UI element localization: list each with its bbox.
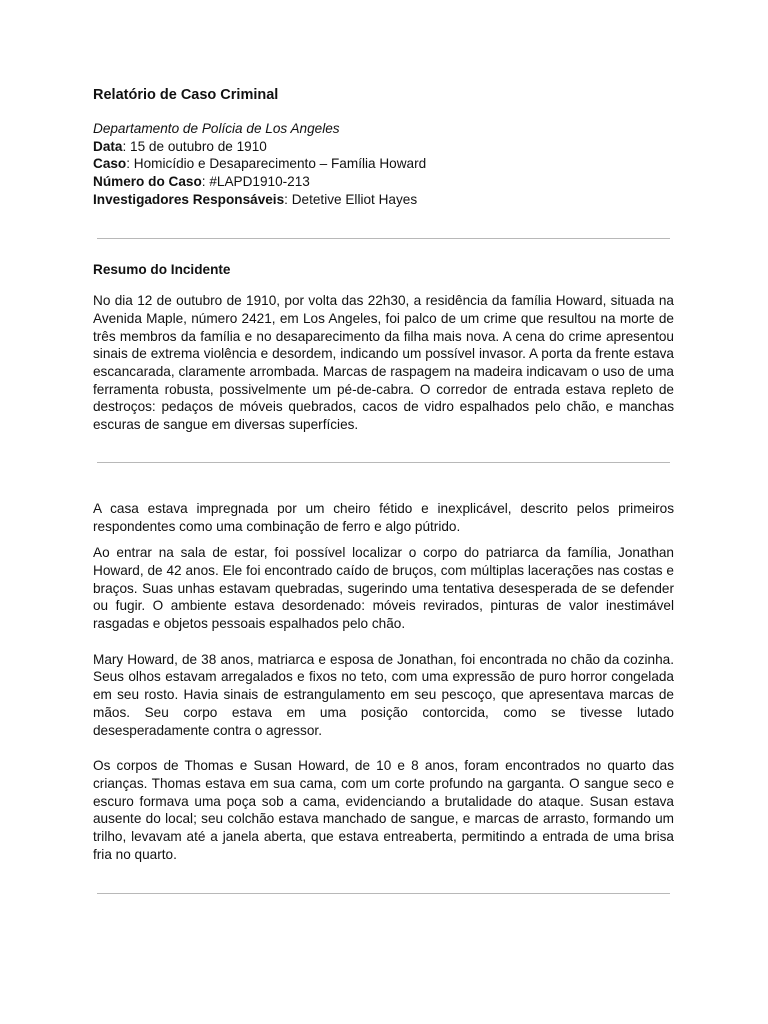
date-value: : 15 de outubro de 1910: [122, 138, 267, 154]
case-number-value: : #LAPD1910-213: [201, 174, 310, 190]
report-metadata: [93, 120, 674, 209]
date-line: [93, 138, 674, 156]
case-label: Caso: [93, 156, 127, 172]
details-paragraph-3: Mary Howard, de 38 anos, matriarca e esposa de Jonathan, foi encontrada no chão da cozinha. Seus olhos estavam arregalados e fixos no teto, com uma expressão de puro horror congelada em seu rosto. Havia sinais de estrangulamento em seu pescoço, que apresentava marcas de mãos. Seu corpo estava em uma posição contorcida, como se tivesse lutado desesperadamente contra o agressor.: [93, 651, 674, 738]
department-name: Departamento de Polícia de Los Angeles: [93, 121, 340, 136]
details-paragraph-1: A casa estava impregnada por um cheiro fétido e inexplicável, descrito pelos primeiros respondentes como uma combinação de ferro e algo pútrido.: [93, 500, 674, 534]
document-page: [93, 84, 674, 894]
case-number-line: [93, 173, 674, 191]
summary-paragraph: No dia 12 de outubro de 1910, por volta das 22h30, a residência da família Howard, situada na Avenida Maple, número 2421, em Los Angeles, foi palco de um crime que resultou na morte de três membros da família e no desaparecimento da filha mais nova. A cena do crime apresentou sinais de extrema violência e desordem, indicando um possível invasor. A porta da frente estava escancarada, claramente arrombada. Marcas de raspagem na madeira indicavam o uso de uma ferramenta robusta, possivelmente um pé-de-cabra. O corredor de entrada estava repleto de destroços: pedaços de móveis quebrados, cacos de vidro espalhados pelo chão, e manchas escuras de sangue em diversas superfícies.: [93, 293, 674, 433]
details-paragraph-2: Ao entrar na sala de estar, foi possível localizar o corpo do patriarca da família, Jonathan Howard, de 42 anos. Ele foi encontrado caído de bruços, com múltiplas lacerações nas costas e braços. Suas unhas estavam quebradas, sugerindo uma tentativa desesperada de se defender ou fugir. O ambiente estava desordenado: móveis revirados, pinturas de valor inestimável rasgadas e objetos pessoais espalhados pelo chão.: [93, 545, 674, 632]
investigators-line: [93, 191, 674, 209]
case-line: [93, 155, 674, 173]
date-label: Data: [93, 138, 123, 154]
divider: [97, 893, 670, 894]
investigators-label: Investigadores Responsáveis: [93, 191, 285, 207]
details-paragraph-4: Os corpos de Thomas e Susan Howard, de 10 e 8 anos, foram encontrados no quarto das crianças. Thomas estava em sua cama, com um corte profundo na garganta. O sangue seco e escuro formava uma poça sob a cama, evidenciando a brutalidade do ataque. Susan estava ausente do local; seu colchão estava manchado de sangue, e marcas de arrasto, formando um trilho, levavam até a janela aberta, que estava entreaberta, permitindo a entrada de uma brisa fria no quarto.: [93, 758, 674, 862]
report-title: Relatório de Caso Criminal: [93, 87, 279, 103]
case-value: : Homicídio e Desaparecimento – Família Howard: [126, 156, 427, 172]
divider: [97, 462, 670, 463]
section-heading-summary: Resumo do Incidente: [93, 261, 231, 277]
divider: [97, 238, 670, 239]
case-number-label: Número do Caso: [93, 174, 202, 190]
investigators-value: : Detetive Elliot Hayes: [284, 191, 418, 207]
